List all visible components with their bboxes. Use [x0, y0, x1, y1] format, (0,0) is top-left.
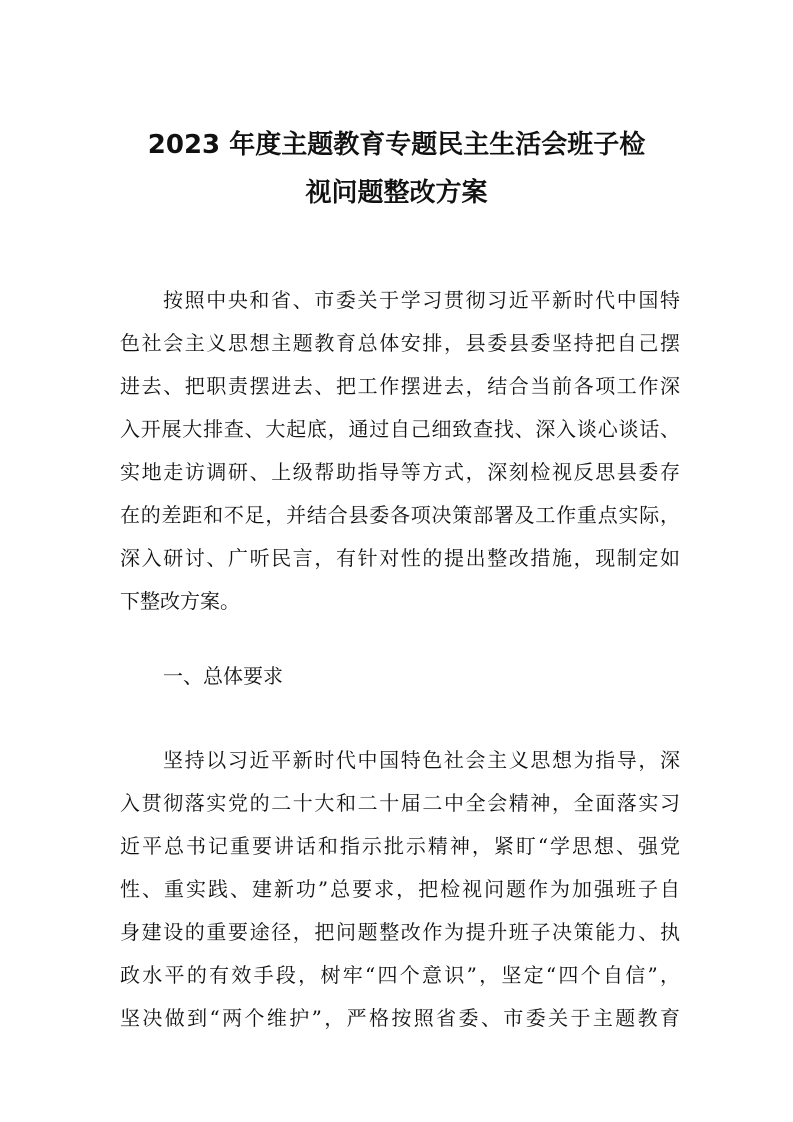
paragraph-2-line-1: 坚持以习近平新时代中国特色社会主义思想为指导，深: [163, 748, 680, 772]
paragraph-1-line-7: 深入研讨、广听民言，有针对性的提出整改措施，现制定如: [120, 546, 680, 570]
paragraph-1-line-4: 入开展大排查、大起底，通过自己细致查找、深入谈心谈话、: [120, 417, 680, 441]
paragraph-2-line-4: 性、重实践、建新功”总要求，把检视问题作为加强班子自: [120, 877, 680, 901]
paragraph-2-line-6: 政水平的有效手段，树牢“四个意识”，坚定“四个自信”，: [120, 963, 680, 987]
paragraph-1-line-1: 按照中央和省、市委关于学习贯彻习近平新时代中国特: [163, 288, 680, 312]
paragraph-1-line-2: 色社会主义思想主题教育总体安排，县委县委坚持把自己摆: [120, 331, 680, 355]
paragraph-1-line-3: 进去、把职责摆进去、把工作摆进去，结合当前各项工作深: [120, 374, 680, 398]
paragraph-2-line-5: 身建设的重要途径，把问题整改作为提升班子决策能力、执: [120, 920, 680, 944]
document-title-line-2: 视问题整改方案: [305, 178, 488, 208]
paragraph-1-line-6: 在的差距和不足，并结合县委各项决策部署及工作重点实际，: [120, 503, 680, 527]
paragraph-2-line-2: 入贯彻落实党的二十大和二十届二中全会精神，全面落实习: [120, 791, 680, 815]
paragraph-2-line-7: 坚决做到“两个维护”，严格按照省委、市委关于主题教育: [120, 1006, 680, 1030]
paragraph-1-line-5: 实地走访调研、上级帮助指导等方式，深刻检视反思县委存: [120, 460, 680, 484]
section-heading-1: 一、总体要求: [163, 664, 283, 688]
paragraph-1-line-8: 下整改方案。: [120, 589, 240, 613]
paragraph-2-line-3: 近平总书记重要讲话和指示批示精神，紧盯“学思想、强党: [120, 834, 680, 858]
document-title-line-1: 2023 年度主题教育专题民主生活会班子检: [147, 130, 646, 160]
